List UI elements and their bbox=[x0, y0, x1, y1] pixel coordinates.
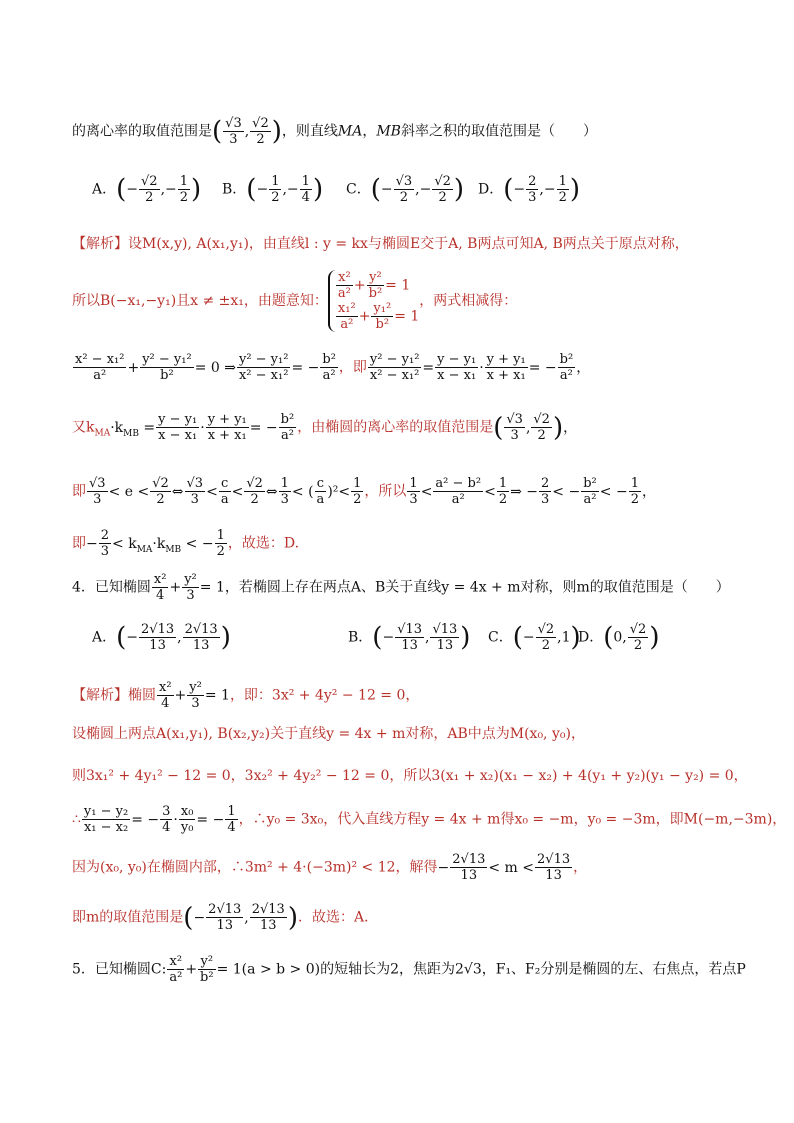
question-3-tail: 的离心率的取值范围是( $\frac{√3}{3}$ , $\frac{√2}{2}$ )，则直线MA，MB斜率之积的取值范围是（ ） bbox=[72, 116, 597, 147]
option-label: B． bbox=[222, 181, 247, 198]
paren: ) bbox=[271, 116, 282, 147]
solution-3-line-4: 又$k_{MA}\cdot k_{MB}$ = $\frac{\text{y − y₁}}{\text{x − x₁}}$ · $\frac{\text{y + y₁}}{\text{x + x₁}}$ = − $\frac{\text{b²}}{\text{a²}}$ ，由椭圆的离心率的取值范围是( $\frac{√3}{3}$ , $\frac{√2}{2}$ )， bbox=[72, 412, 578, 443]
fraction: $\frac{√2}{2}$ bbox=[252, 116, 269, 147]
text: ，即：3x² + 4y² − 12 = 0， bbox=[229, 687, 420, 704]
text: ， bbox=[362, 123, 377, 140]
solution-4-line-2: 设椭圆上两点A(x₁,y₁), B(x₂,y₂)关于直线y = 4x + m对称，AB中点为M(x₀, y₀)， bbox=[72, 726, 585, 742]
equation-system: $\frac{\text{x²}}{\text{a²}}$ + $\frac{\text{y²}}{\text{b²}}$ = 1 $\frac{\text{x₁²}}{\text{a²}}$ + $\frac{\text{y₁²}}{\text{b²}}$ = 1 bbox=[328, 270, 419, 332]
text: 又k bbox=[72, 419, 95, 436]
text: ，故选：D. bbox=[227, 535, 300, 552]
text: 即m的取值范围是 bbox=[72, 909, 184, 926]
text: 即 bbox=[72, 535, 86, 552]
text: 椭圆 bbox=[128, 687, 156, 704]
option-d: D．(− $\frac{2}{3}$ ,− $\frac{1}{2}$ ) bbox=[478, 174, 581, 205]
option-a: A．(− $\frac{√2}{2}$ ,− $\frac{1}{2}$ ) bbox=[92, 174, 202, 205]
text: ，即 bbox=[338, 359, 367, 376]
fraction: $\frac{√3}{3}$ bbox=[225, 116, 242, 147]
text: ，所以 bbox=[364, 483, 407, 500]
solution-tag: 【解析】 bbox=[72, 236, 128, 252]
text: ，∴y₀ = 3x₀，代入直线方程y = 4x + m得x₀ = −m，y₀ = −3m，即M(−m,−3m)， bbox=[238, 811, 787, 828]
solution-3-line-6: 即− $\frac{2}{3}$ < $k_{MA}\cdot k_{MB}$ < − $\frac{1}{2}$ ，故选：D. bbox=[72, 528, 300, 559]
text: 的离心率的取值范围是 bbox=[72, 123, 212, 140]
option-a-q4: A．(− $\frac{2√13}{13}$ , $\frac{2√13}{13}$ ) bbox=[92, 622, 231, 653]
option-label: D． bbox=[478, 181, 504, 198]
text: ∴ bbox=[72, 811, 81, 828]
question-5: 5．已知椭圆C: $\frac{\text{x²}}{\text{a²}}$ + $\frac{\text{y²}}{\text{b²}}$ = 1(a > b > 0)的短轴长为2，焦距为2√3，F₁、F₂分别是椭圆的左、右焦点，若点P bbox=[72, 954, 746, 985]
question-number: 4．已知椭圆 bbox=[72, 579, 151, 596]
text: ．故选：A． bbox=[298, 909, 379, 926]
text: 设M(x,y), A(x₁,y₁)，由直线l : y = kx与椭圆E交于A, B两点可知A, B两点关于原点对称， bbox=[128, 236, 689, 252]
text: = 1(a > b > 0)的短轴长为2，焦距为2√3，F₁、F₂分别是椭圆的左、右焦点，若点P bbox=[216, 961, 746, 978]
option-b-q4: B．(− $\frac{√13}{13}$ , $\frac{√13}{13}$ ) bbox=[348, 622, 471, 653]
paren: ( bbox=[212, 116, 223, 147]
solution-3-line-2 bbox=[72, 270, 517, 332]
math-mb: MB bbox=[376, 123, 401, 140]
solution-4-line-5: 因为(x₀, y₀)在椭圆内部，∴3m² + 4·(−3m)² < 12，解得− $\frac{2√13}{13}$ < m < $\frac{2√13}{13}$ ， bbox=[72, 852, 588, 883]
option-c-q4: C．(− $\frac{√2}{2}$ ,1) bbox=[488, 622, 581, 653]
text: 因为(x₀, y₀)在椭圆内部，∴3m² + 4·(−3m)² < 12，解得 bbox=[72, 859, 438, 876]
option-b: B．(− $\frac{1}{2}$ ,− $\frac{1}{4}$ ) bbox=[222, 174, 324, 205]
solution-4-line-6: 即m的取值范围是(− $\frac{2√13}{13}$ , $\frac{2√13}{13}$ )．故选：A． bbox=[72, 902, 379, 933]
option-c: C．(− $\frac{√3}{2}$ ,− $\frac{√2}{2}$ ) bbox=[346, 174, 465, 205]
option-label: A． bbox=[92, 181, 117, 198]
text: ，两式相减得： bbox=[419, 293, 518, 309]
option-label: C． bbox=[346, 181, 371, 198]
solution-4-line-4: ∴ $\frac{\text{y₁ − y₂}}{\text{x₁ − x₂}}$ = − $\frac{3}{4}$ · $\frac{\text{x₀}}{\text{y₀}}$ = − $\frac{1}{4}$ ，∴y₀ = 3x₀，代入直线方程y = 4x + m得x₀ = −m，y₀ = −3m，即M(−m,−3m)， bbox=[72, 804, 787, 835]
option-d-q4: D．(0, $\frac{√2}{2}$ ) bbox=[578, 622, 660, 653]
question-4: 4．已知椭圆 $\frac{\text{x²}}{4}$ + $\frac{\text{y²}}{3}$ = 1，若椭圆上存在两点A、B关于直线y = 4x + m对称，则m的取值范围是（ ） bbox=[72, 572, 730, 603]
question-number: 5．已知椭圆C: bbox=[72, 961, 167, 978]
text: 所以B(−x₁,−y₁)且x ≠ ±x₁，由题意知： bbox=[72, 293, 328, 309]
math-ma: MA bbox=[337, 123, 363, 140]
text: ，由椭圆的离心率的取值范围是 bbox=[297, 419, 494, 436]
solution-3-line-5: 即 $\frac{√3}{3}$ < e < $\frac{√2}{2}$ ⇔ $\frac{√3}{3}$ < $\frac{c}{a}$ < $\frac{√2}{2}$ ⇔ $\frac{1}{3}$ < ( $\frac{c}{a}$ )²< $\frac{1}{2}$ ，所以 $\frac{1}{3}$ < $\frac{\text{a² − b²}}{\text{a²}}$ < $\frac{1}{2}$ ⇒ − $\frac{2}{3}$ < − $\frac{\text{b²}}{\text{a²}}$ < − $\frac{1}{2}$ ， bbox=[72, 476, 656, 507]
text: ，则直线 bbox=[281, 123, 338, 140]
text: 斜率之积的取值范围是（ ） bbox=[400, 123, 597, 140]
solution-3-line-1 bbox=[72, 234, 689, 254]
solution-4-line-3: 则3x₁² + 4y₁² − 12 = 0，3x₂² + 4y₂² − 12 = 0，所以3(x₁ + x₂)(x₁ − x₂) + 4(y₁ + y₂)(y₁ − y₂) = 0， bbox=[72, 768, 748, 784]
solution-tag: 【解析】 bbox=[72, 687, 128, 704]
text: ，若椭圆上存在两点A、B关于直线y = 4x + m对称，则m的取值范围是（ ） bbox=[224, 579, 730, 596]
solution-4-line-1: 【解析】椭圆 $\frac{\text{x²}}{4}$ + $\frac{\text{y²}}{3}$ = 1，即：3x² + 4y² − 12 = 0， bbox=[72, 680, 420, 711]
solution-3-line-3: $\frac{\text{x² − x₁²}}{\text{a²}}$ + $\frac{\text{y² − y₁²}}{\text{b²}}$ = 0 ⇒ $\frac{\text{y² − y₁²}}{\text{x² − x₁²}}$ = − $\frac{\text{b²}}{\text{a²}}$ ，即 $\frac{\text{y² − y₁²}}{\text{x² − x₁²}}$ = $\frac{\text{y − y₁}}{\text{x − x₁}}$ · $\frac{\text{y + y₁}}{\text{x + x₁}}$ = − $\frac{\text{b²}}{\text{a²}}$ ， bbox=[75, 352, 591, 383]
